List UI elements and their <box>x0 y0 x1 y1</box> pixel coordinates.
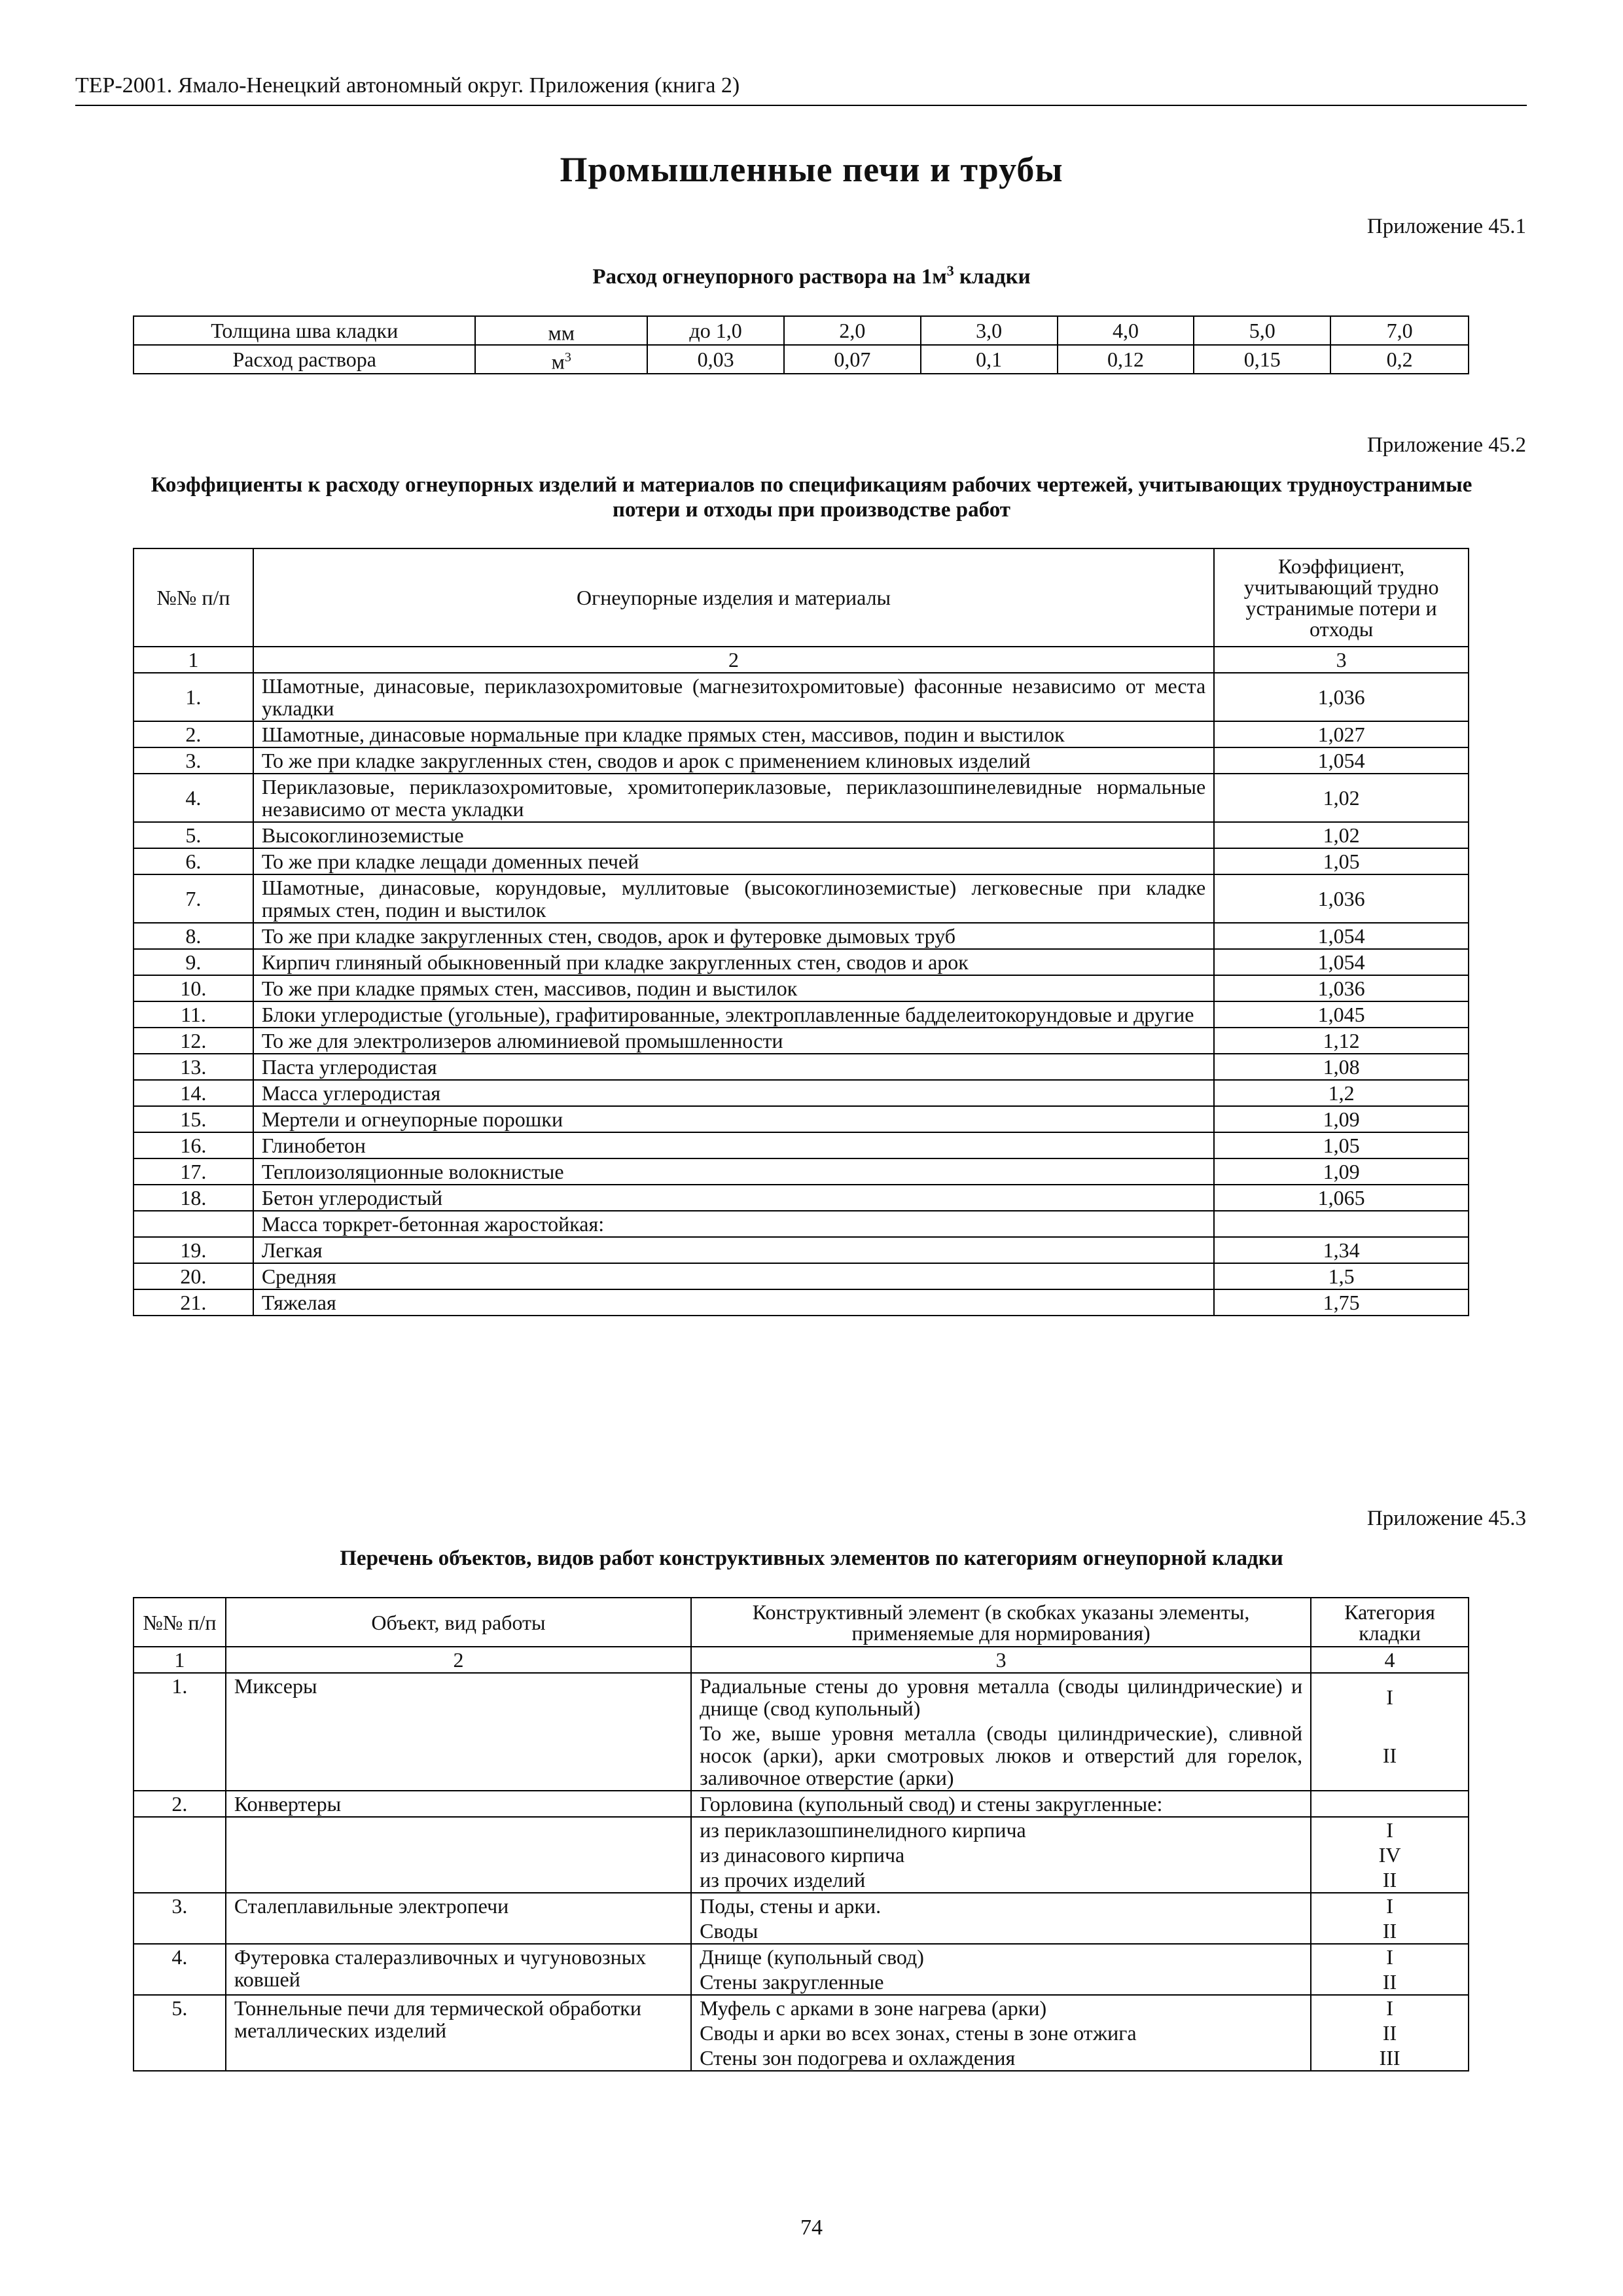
element-cell: из периклазошпинелидного кирпича <box>691 1817 1311 1842</box>
unit-text: мм <box>548 321 575 345</box>
row-number: 4. <box>134 1944 226 1995</box>
row-number: 6. <box>134 848 253 874</box>
row-number: 2. <box>134 1791 226 1817</box>
material-cell: Мертели и огнеупорные порошки <box>253 1106 1214 1132</box>
element-cell: Своды и арки во всех зонах, стены в зоне отжига <box>691 2020 1311 2045</box>
element-cell: Поды, стены и арки. <box>691 1893 1311 1918</box>
category-cell: IV <box>1311 1842 1469 1867</box>
value-cell: 3,0 <box>921 316 1058 345</box>
table-row <box>134 1995 1469 2020</box>
col-number: 4 <box>1311 1647 1469 1673</box>
category-cell: I <box>1311 1995 1469 2020</box>
col-number: 3 <box>691 1647 1311 1673</box>
row-unit <box>475 345 647 374</box>
coefficient-cell: 1,34 <box>1214 1237 1469 1263</box>
coefficient-cell <box>1214 1211 1469 1237</box>
col-header-element: Конструктивный элемент (в скобках указаны элементы, применяемые для нормирования) <box>691 1598 1311 1647</box>
coefficient-cell: 1,02 <box>1214 822 1469 848</box>
table-row <box>134 1237 1469 1263</box>
element-cell: Радиальные стены до уровня металла (своды цилиндрические) и днище (свод купольный) <box>691 1673 1311 1721</box>
value-cell: 2,0 <box>784 316 921 345</box>
table-row <box>134 874 1469 923</box>
coefficient-cell: 1,027 <box>1214 721 1469 747</box>
material-cell: То же при кладке лещади доменных печей <box>253 848 1214 874</box>
table-row <box>134 1289 1469 1316</box>
row-number: 15. <box>134 1106 253 1132</box>
table-row <box>134 1158 1469 1185</box>
row-number-empty <box>134 1817 226 1893</box>
row-number: 10. <box>134 975 253 1001</box>
row-number: 14. <box>134 1080 253 1106</box>
material-cell: Шамотные, динасовые, периклазохромитовые (магнезитохромитовые) фасонные независимо от места укладки <box>253 673 1214 721</box>
row-number: 21. <box>134 1289 253 1316</box>
col-number: 3 <box>1214 647 1469 673</box>
col-number: 1 <box>134 647 253 673</box>
unit-sup: 3 <box>564 350 571 365</box>
material-cell: Периклазовые, периклазохромитовые, хромитопериклазовые, периклазошпинелевидные нормальные независимо от места укладки <box>253 774 1214 822</box>
appendix-45-3-title: Перечень объектов, видов работ конструктивных элементов по категориям огнеупорной кладки <box>340 1547 1283 1570</box>
col-number: 2 <box>226 1647 691 1673</box>
table-row <box>134 721 1469 747</box>
category-cell: III <box>1311 2045 1469 2071</box>
table-row <box>134 1001 1469 1028</box>
coefficient-cell: 1,036 <box>1214 673 1469 721</box>
category-cell: I <box>1311 1673 1469 1721</box>
value-cell: 0,03 <box>647 345 784 374</box>
element-cell: Стены закругленные <box>691 1969 1311 1995</box>
unit-text: м <box>551 350 565 374</box>
table-row <box>134 1054 1469 1080</box>
value-cell: до 1,0 <box>647 316 784 345</box>
col-header-category: Категория кладки <box>1311 1598 1469 1647</box>
table-row <box>134 1791 1469 1817</box>
table-row <box>134 1132 1469 1158</box>
table-row <box>134 673 1469 721</box>
material-cell: Высокоглиноземистые <box>253 822 1214 848</box>
row-number: 1. <box>134 673 253 721</box>
value-cell: 0,15 <box>1194 345 1330 374</box>
material-cell: Тяжелая <box>253 1289 1214 1316</box>
element-cell: из динасового кирпича <box>691 1842 1311 1867</box>
table-row <box>134 747 1469 774</box>
coefficient-cell: 1,065 <box>1214 1185 1469 1211</box>
table-row <box>134 1673 1469 1721</box>
material-cell: Легкая <box>253 1237 1214 1263</box>
masonry-categories-table <box>133 1597 1469 2072</box>
table-row <box>134 1185 1469 1211</box>
element-cell: Горловина (купольный свод) и стены закругленные: <box>691 1791 1311 1817</box>
table-row <box>134 923 1469 949</box>
coefficient-cell: 1,045 <box>1214 1001 1469 1028</box>
mortar-consumption-table <box>133 315 1469 374</box>
col-header-material: Огнеупорные изделия и материалы <box>253 548 1214 647</box>
row-number: 12. <box>134 1028 253 1054</box>
table-row <box>134 1106 1469 1132</box>
material-cell: Шамотные, динасовые, корундовые, муллитовые (высокоглиноземистые) легковесные при кладке прямых стен, подин и выстилок <box>253 874 1214 923</box>
material-cell: То же при кладке закругленных стен, сводов и арок с применением клиновых изделий <box>253 747 1214 774</box>
material-cell: Кирпич глиняный обыкновенный при кладке закругленных стен, сводов и арок <box>253 949 1214 975</box>
table-row <box>134 949 1469 975</box>
element-cell: Стены зон подогрева и охлаждения <box>691 2045 1311 2071</box>
appendix-45-1-title <box>131 259 1492 289</box>
table-row <box>134 1080 1469 1106</box>
coefficient-cell: 1,09 <box>1214 1106 1469 1132</box>
coefficients-table <box>133 548 1469 1316</box>
element-cell: Муфель с арками в зоне нагрева (арки) <box>691 1995 1311 2020</box>
object-cell: Сталеплавильные электропечи <box>226 1893 691 1944</box>
material-cell: Блоки углеродистые (угольные), графитированные, электроплавленные бадделеитокорундовые и другие <box>253 1001 1214 1028</box>
category-cell: I <box>1311 1817 1469 1842</box>
material-cell: То же при кладке закругленных стен, сводов, арок и футеровке дымовых труб <box>253 923 1214 949</box>
material-cell: Бетон углеродистый <box>253 1185 1214 1211</box>
table-row <box>134 1263 1469 1289</box>
row-number: 20. <box>134 1263 253 1289</box>
table-row <box>134 975 1469 1001</box>
category-cell: II <box>1311 1918 1469 1944</box>
value-cell: 7,0 <box>1330 316 1469 345</box>
table-row <box>134 1211 1469 1237</box>
category-cell: I <box>1311 1893 1469 1918</box>
row-number: 7. <box>134 874 253 923</box>
object-cell: Миксеры <box>226 1673 691 1791</box>
object-cell-empty <box>226 1817 691 1893</box>
material-cell: Шамотные, динасовые нормальные при кладке прямых стен, массивов, подин и выстилок <box>253 721 1214 747</box>
row-number: 18. <box>134 1185 253 1211</box>
table-row <box>134 345 1469 374</box>
category-cell <box>1311 1791 1469 1817</box>
value-cell: 0,2 <box>1330 345 1469 374</box>
appendix-45-2-label: Приложение 45.2 <box>1366 433 1526 457</box>
appendix-45-3-label: Приложение 45.3 <box>1366 1507 1526 1530</box>
coefficient-cell: 1,05 <box>1214 848 1469 874</box>
category-cell: II <box>1311 1867 1469 1893</box>
appendix-45-1-label: Приложение 45.1 <box>1366 215 1526 238</box>
appendix-45-2-title: Коэффициенты к расходу огнеупорных изделий и материалов по спецификациям рабочих чертежей, учитывающих трудноустранимые потери и отходы при производстве работ <box>151 473 1472 522</box>
coefficient-cell: 1,036 <box>1214 975 1469 1001</box>
element-cell: из прочих изделий <box>691 1867 1311 1893</box>
row-number: 4. <box>134 774 253 822</box>
table-row <box>134 822 1469 848</box>
material-cell: Средняя <box>253 1263 1214 1289</box>
value-cell: 0,12 <box>1058 345 1194 374</box>
coefficient-cell: 1,75 <box>1214 1289 1469 1316</box>
material-cell: То же для электролизеров алюминиевой промышленности <box>253 1028 1214 1054</box>
table-row <box>134 848 1469 874</box>
material-cell: Масса углеродистая <box>253 1080 1214 1106</box>
material-cell: Теплоизоляционные волокнистые <box>253 1158 1214 1185</box>
appendix-45-1-title-text: Расход огнеупорного раствора на 1м <box>592 265 947 289</box>
coefficient-cell: 1,2 <box>1214 1080 1469 1106</box>
row-number: 3. <box>134 1893 226 1944</box>
coefficient-cell: 1,036 <box>1214 874 1469 923</box>
object-cell: Футеровка сталеразливочных и чугуновозных ковшей <box>226 1944 691 1995</box>
row-number: 1. <box>134 1673 226 1791</box>
coefficient-cell: 1,054 <box>1214 747 1469 774</box>
row-number: 11. <box>134 1001 253 1028</box>
col-number: 1 <box>134 1647 226 1673</box>
running-header: ТЕР-2001. Ямало-Ненецкий автономный округ. Приложения (книга 2) <box>75 73 740 98</box>
appendix-45-1-title-tail: кладки <box>954 265 1031 289</box>
coefficient-cell: 1,12 <box>1214 1028 1469 1054</box>
row-number: 8. <box>134 923 253 949</box>
material-cell: Глинобетон <box>253 1132 1214 1158</box>
col-header-number: №№ п/п <box>134 548 253 647</box>
row-name: Толщина шва кладки <box>134 316 475 345</box>
col-header-coefficient: Коэффициент, учитывающий трудно устранимые потери и отходы <box>1214 548 1469 647</box>
row-number: 5. <box>134 1995 226 2071</box>
object-cell: Конвертеры <box>226 1791 691 1817</box>
material-cell: Масса торкрет-бетонная жаростойкая: <box>253 1211 1214 1237</box>
object-cell: Тоннельные печи для термической обработки металлических изделий <box>226 1995 691 2071</box>
element-cell: Днище (купольный свод) <box>691 1944 1311 1969</box>
page-title: Промышленные печи и трубы <box>560 150 1063 189</box>
col-header-number: №№ п/п <box>134 1598 226 1647</box>
coefficient-cell: 1,054 <box>1214 949 1469 975</box>
row-number: 19. <box>134 1237 253 1263</box>
col-number: 2 <box>253 647 1214 673</box>
row-number: 2. <box>134 721 253 747</box>
value-cell: 0,1 <box>921 345 1058 374</box>
row-unit <box>475 316 647 345</box>
material-cell: То же при кладке прямых стен, массивов, подин и выстилок <box>253 975 1214 1001</box>
value-cell: 4,0 <box>1058 316 1194 345</box>
coefficient-cell: 1,054 <box>1214 923 1469 949</box>
table-row <box>134 1893 1469 1918</box>
coefficient-cell: 1,5 <box>1214 1263 1469 1289</box>
coefficient-cell: 1,05 <box>1214 1132 1469 1158</box>
appendix-45-1-title-sup: 3 <box>946 262 954 279</box>
row-number: 16. <box>134 1132 253 1158</box>
row-number <box>134 1211 253 1237</box>
element-cell: То же, выше уровня металла (своды цилиндрические), сливной носок (арки), арки смотровых люков и отверстий для горелок, заливочное отверстие (арки) <box>691 1721 1311 1791</box>
value-cell: 5,0 <box>1194 316 1330 345</box>
row-number: 13. <box>134 1054 253 1080</box>
category-cell: II <box>1311 1721 1469 1791</box>
page-number: 74 <box>800 2215 823 2240</box>
value-cell: 0,07 <box>784 345 921 374</box>
category-cell: II <box>1311 2020 1469 2045</box>
row-number: 9. <box>134 949 253 975</box>
table-row <box>134 774 1469 822</box>
coefficient-cell: 1,02 <box>1214 774 1469 822</box>
table-row <box>134 1028 1469 1054</box>
coefficient-cell: 1,09 <box>1214 1158 1469 1185</box>
material-cell: Паста углеродистая <box>253 1054 1214 1080</box>
header-rule <box>75 105 1527 106</box>
category-cell: I <box>1311 1944 1469 1969</box>
table-row <box>134 316 1469 345</box>
col-header-object: Объект, вид работы <box>226 1598 691 1647</box>
element-cell: Своды <box>691 1918 1311 1944</box>
row-number: 17. <box>134 1158 253 1185</box>
row-number: 3. <box>134 747 253 774</box>
category-cell: II <box>1311 1969 1469 1995</box>
row-number: 5. <box>134 822 253 848</box>
table-row <box>134 1817 1469 1842</box>
table-row <box>134 1944 1469 1969</box>
coefficient-cell: 1,08 <box>1214 1054 1469 1080</box>
row-name: Расход раствора <box>134 345 475 374</box>
